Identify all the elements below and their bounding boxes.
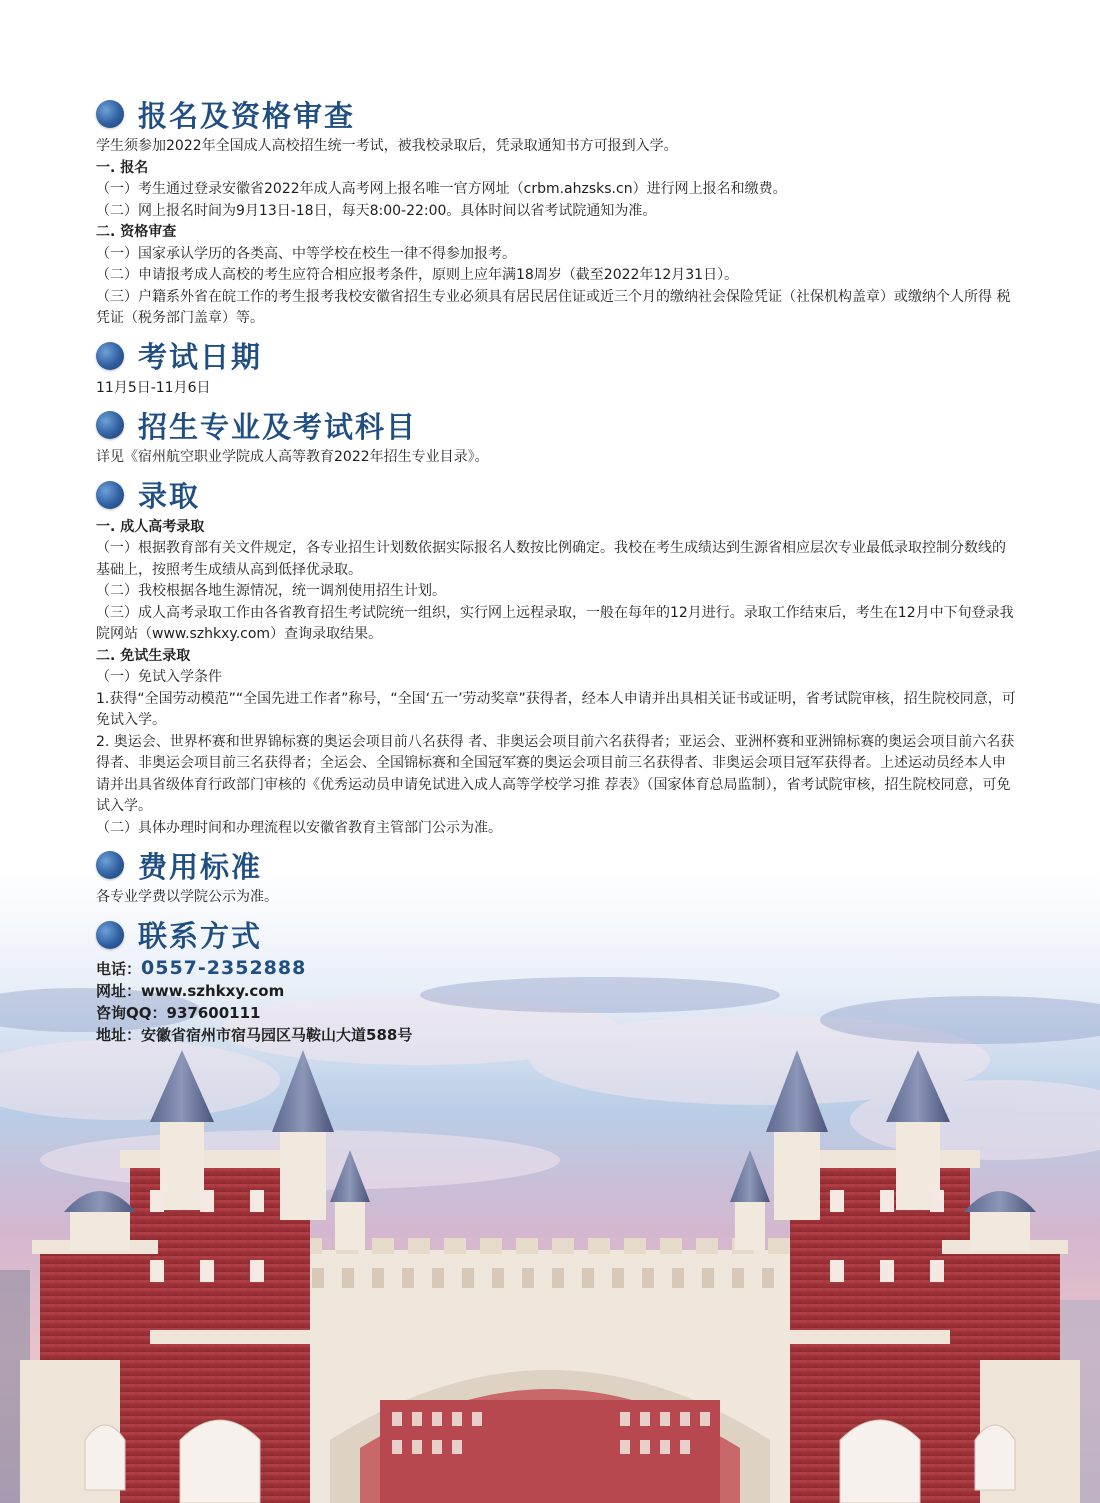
body-text: （二）我校根据各地生源情况，统一调剂使用招生计划。 (96, 583, 446, 599)
body-text: （二）具体办理时间和办理流程以安徽省教育主管部门公示为准。 (96, 819, 502, 836)
section-title: 招生专业及考试科目 (138, 409, 418, 444)
section-exam-date (96, 334, 1016, 400)
bullet-dot-icon (96, 100, 124, 128)
contact-address (96, 1024, 1016, 1046)
body-text: 2. 奥运会、世界杯赛和世界锦标赛的奥运会项目前八名获得 者、非奥运会项目前六名获得者；亚运会、亚洲杯赛和亚洲锦标赛的奥运会项目前六名获得者、非奥运会项目前三名获得者；全运会、全国锦标赛和全国冠军赛的奥运会项目前三名获得者、非奥运会项目冠军获得者。上述运动员经本人申请并出具省级体育行政部门审核的《优秀运动员申请免试进入成人高等学校学习推 荐表》（国家体育总局监制），省考试院审核，招生院校同意，可免试入学。 (96, 733, 1015, 814)
contact-label: 网址： (96, 981, 142, 1000)
subheading: 二. 免试生录取 (96, 647, 191, 664)
body-text: （三）成人高考录取工作由各省教育招生考试院统一组织，实行网上远程录取，一般在每年的12月进行。录取工作结束后，考生在12月中下旬登录我院网站（www.szhkxy.com）查询录取结果。 (96, 604, 1014, 642)
section-fees (96, 843, 1016, 909)
qq-number: 937600111 (166, 1003, 261, 1022)
body-text: 11月5日-11月6日 (96, 379, 211, 396)
bullet-dot-icon (96, 921, 124, 949)
contact-qq (96, 1002, 1016, 1024)
body-text: （一）免试入学条件 (96, 669, 222, 685)
body-text: （三）户籍系外省在皖工作的考生报考我校安徽省招生专业必须具有居民居住证或近三个月的缴纳社会保险凭证（社保机构盖章）或缴纳个人所得 税凭证（税务部门盖章）等。 (96, 288, 1011, 326)
body-text: （一）根据教育部有关文件规定，各专业招生计划数依据实际报名人数按比例确定。我校在考生成绩达到生源省相应层次专业最低录取控制分数线的基础上，按照考生成绩从高到低择优录取。 (96, 540, 1006, 578)
section-heading (96, 403, 1016, 447)
contact-phone (96, 957, 1016, 980)
website-url: www.szhkxy.com (141, 981, 285, 1000)
section-title: 报名及资格审查 (138, 98, 356, 133)
contact-label: 地址： (96, 1025, 142, 1044)
body-text: 学生须参加2022年全国成人高校招生统一考试，被我校录取后，凭录取通知书方可报到入学。 (96, 138, 678, 154)
section-title: 费用标准 (138, 849, 263, 884)
subheading: 一. 报名 (96, 159, 149, 176)
section-admission (96, 473, 1016, 840)
section-heading (96, 334, 1016, 378)
section-title: 考试日期 (138, 340, 263, 374)
body-text: 各专业学费以学院公示为准。 (96, 889, 278, 905)
contact-label: 电话： (96, 959, 142, 978)
bullet-dot-icon (96, 342, 124, 370)
section-heading (96, 92, 1016, 136)
section-majors (96, 403, 1016, 469)
phone-number: 0557-2352888 (141, 956, 307, 979)
bullet-dot-icon (96, 481, 124, 509)
body-text: 详见《宿州航空职业学院成人高等教育2022年招生专业目录》。 (96, 449, 489, 465)
bullet-dot-icon (96, 851, 124, 879)
section-title: 联系方式 (138, 919, 263, 953)
contact-label: 咨询QQ： (96, 1003, 167, 1022)
bullet-dot-icon (96, 411, 124, 439)
section-heading (96, 913, 1016, 957)
address: 安徽省宿州市宿马园区马鞍山大道588号 (141, 1025, 413, 1044)
body-text: （二）申请报考成人高校的考生应符合相应报考条件，原则上应年满18周岁（截至2022年12月31日）。 (96, 267, 739, 283)
body-text: （一）考生通过登录安徽省2022年成人高考网上报名唯一官方网址（crbm.ahzsks.cn）进行网上报名和缴费。 (96, 181, 787, 197)
contact-website (96, 980, 1016, 1002)
subheading: 二. 资格审查 (96, 224, 177, 240)
section-registration (96, 92, 1016, 330)
section-heading (96, 843, 1016, 887)
content-area (96, 88, 1016, 1046)
section-heading (96, 473, 1016, 517)
section-contact (96, 913, 1016, 1046)
section-title: 录取 (138, 479, 201, 513)
body-text: （二）网上报名时间为9月13日-18日，每天8:00-22:00。具体时间以省考试院通知为准。 (96, 202, 657, 219)
body-text: （一）国家承认学历的各类高、中等学校在校生一律不得参加报考。 (96, 245, 516, 262)
body-text: 1.获得“全国劳动模范”“全国先进工作者”称号，“全国‘五一’劳动奖章”获得者，经本人申请并出具相关证书或证明，省考试院审核，招生院校同意，可免试入学。 (96, 690, 1016, 728)
subheading: 一. 成人高考录取 (96, 518, 205, 535)
